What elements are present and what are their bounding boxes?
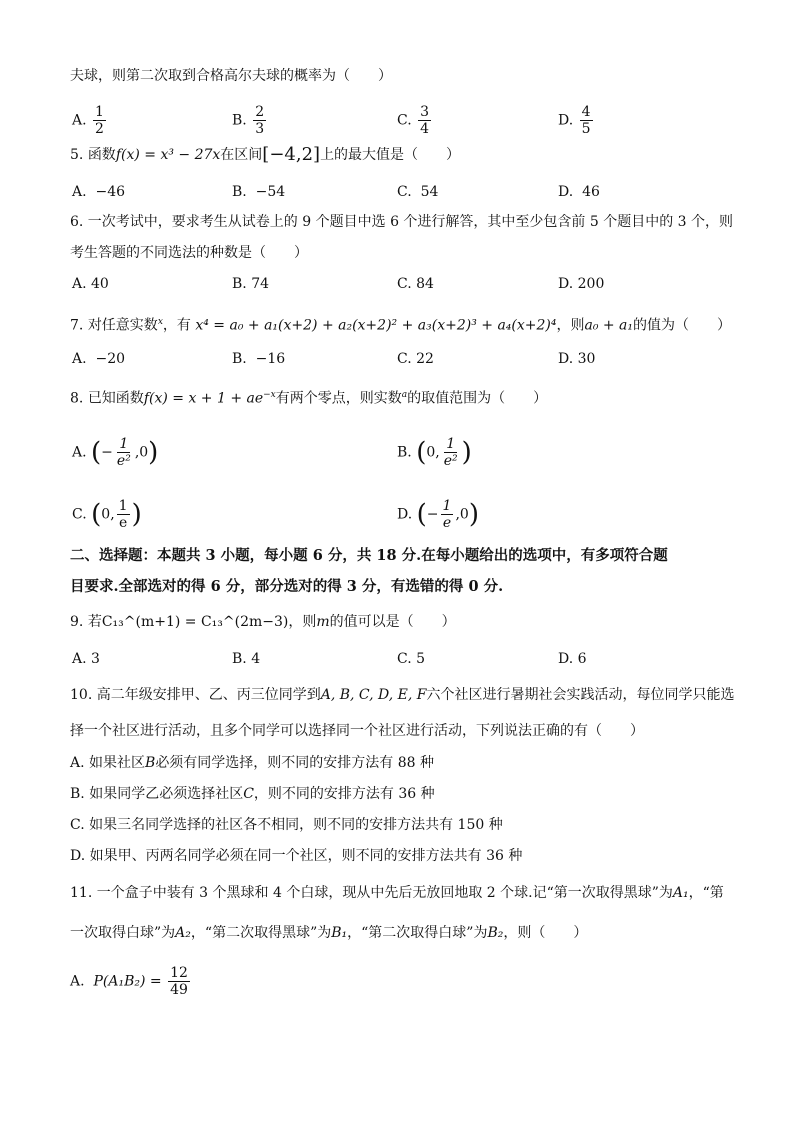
q8-stem: 8. 已知函数$f(x) = x + 1 + ae^{-x}$有两个零点，则实数$^a$的取值范围为（ ） — [70, 390, 548, 407]
fraction: $\frac{1}{2}$ — [95, 104, 104, 137]
q5-option-d: D. 46 — [558, 184, 600, 200]
q6-options — [72, 274, 732, 294]
section-heading-line1: 二、选择题：本题共 3 小题，每小题 6 分，共 18 分.在每小题给出的选项中，有多项符合题 — [70, 547, 668, 564]
q7-option-b: B. −16 — [232, 351, 286, 367]
q10-option-b: B. 如果同学乙必须选择社区C，则不同的安排方法有 36 种 — [70, 786, 435, 802]
q6-option-a: A. 40 — [72, 276, 109, 292]
q5-option-b: B. −54 — [232, 184, 286, 200]
q10-stem-line1: 10. 高二年级安排甲、乙、丙三位同学到A, B, C, D, E, F六个社区进行暑期社会实践活动，每位同学只能选 — [70, 687, 735, 703]
q8-option-a: A. (− $\frac{1}{\text{e²}}$ ,0) — [72, 436, 159, 469]
q7-options — [72, 349, 732, 369]
q8-option-c: C. (0, $\frac{1}{e}$ ) — [72, 498, 142, 531]
q10-option-a: A. 如果社区B必须有同学选择，则不同的安排方法有 88 种 — [70, 755, 435, 771]
q9-option-c: C. 5 — [397, 651, 426, 667]
q6-option-b: B. 74 — [232, 276, 270, 292]
fraction: $\frac{1}{\text{e²}}$ — [443, 436, 458, 469]
q9-options — [72, 649, 732, 669]
q8-option-d: D. (− $\frac{1}{e}$ ,0) — [397, 498, 479, 531]
q5-stem: 5. 函数f(x) = x³ − 27x在区间[−4,2]上的最大值是（ ） — [70, 144, 461, 165]
q10-option-d: D. 如果甲、丙两名同学必须在同一个社区，则不同的安排方法共有 36 种 — [70, 848, 523, 864]
q8-option-b: B. (0, $\frac{1}{\text{e²}}$ ) — [397, 436, 472, 469]
q4-option-b: B. $\frac{2}{3}$ — [232, 104, 265, 137]
fraction: $\frac{1}{\text{e²}}$ — [116, 436, 131, 469]
q5-option-c: C. 54 — [397, 184, 439, 200]
q7-option-c: C. 22 — [397, 351, 434, 367]
fraction: $\frac{3}{4}$ — [420, 104, 430, 137]
q6-stem-line2: 考生答题的不同选法的种数是（ ） — [70, 245, 308, 261]
q5-option-a: A. −46 — [72, 184, 126, 200]
q4-option-c: C. $\frac{3}{4}$ — [397, 104, 430, 137]
q9-option-a: A. 3 — [72, 651, 100, 667]
q6-option-c: C. 84 — [397, 276, 434, 292]
q11-option-a: A. P(A₁B₂) = $\frac{12}{49}$ — [70, 965, 188, 998]
q7-option-a: A. −20 — [72, 351, 126, 367]
q11-stem-line2: 一次取得白球”为A₂，“第二次取得黑球”为B₁，“第二次取得白球”为B₂，则（ ） — [70, 925, 588, 941]
q4-option-d: D. $\frac{4}{5}$ — [558, 104, 591, 137]
q9-option-b: B. 4 — [232, 651, 261, 667]
q9-stem: 9. 若C₁₃^(m+1) = C₁₃^(2m−3)，则m的值可以是（ ） — [70, 614, 456, 630]
q10-stem-line2: 择一个社区进行活动，且多个同学可以选择同一个社区进行活动，下列说法正确的有（ ） — [70, 723, 644, 739]
fraction: $\frac{12}{49}$ — [170, 965, 188, 998]
q6-option-d: D. 200 — [558, 276, 605, 292]
q4-options — [72, 104, 732, 137]
fraction: $\frac{2}{3}$ — [255, 104, 265, 137]
q8-options-row1 — [72, 436, 732, 469]
q4-option-a: A. $\frac{1}{2}$ — [72, 104, 104, 137]
q6-stem-line1: 6. 一次考试中，要求考生从试卷上的 9 个题目中选 6 个进行解答，其中至少包含前 5 个题目中的 3 个，则 — [70, 214, 734, 230]
section-heading-line2: 目要求.全部选对的得 6 分，部分选对的得 3 分，有选错的得 0 分. — [70, 578, 504, 595]
q7-stem: 7. 对任意实数$^x$，有 x⁴ = a₀ + a₁(x+2) + a₂(x+2)² + a₃(x+2)³ + a₄(x+2)⁴，则a₀ + a₁的值为（ ） — [70, 317, 732, 334]
q8-options-row2 — [72, 498, 732, 531]
q7-option-d: D. 30 — [558, 351, 596, 367]
q11-stem-line1: 11. 一个盒子中装有 3 个黑球和 4 个白球，现从中先后无放回地取 2 个球.记“第一次取得黑球”为A₁，“第 — [70, 885, 724, 901]
q4-stem: 夫球，则第二次取到合格高尔夫球的概率为（ ） — [70, 68, 392, 84]
fraction: $\frac{4}{5}$ — [581, 104, 591, 137]
fraction: $\frac{1}{e}$ — [442, 498, 452, 531]
q5-options — [72, 182, 732, 202]
q9-option-d: D. 6 — [558, 651, 587, 667]
q10-option-c: C. 如果三名同学选择的社区各不相同，则不同的安排方法共有 150 种 — [70, 817, 503, 833]
fraction: $\frac{1}{e}$ — [118, 498, 128, 531]
